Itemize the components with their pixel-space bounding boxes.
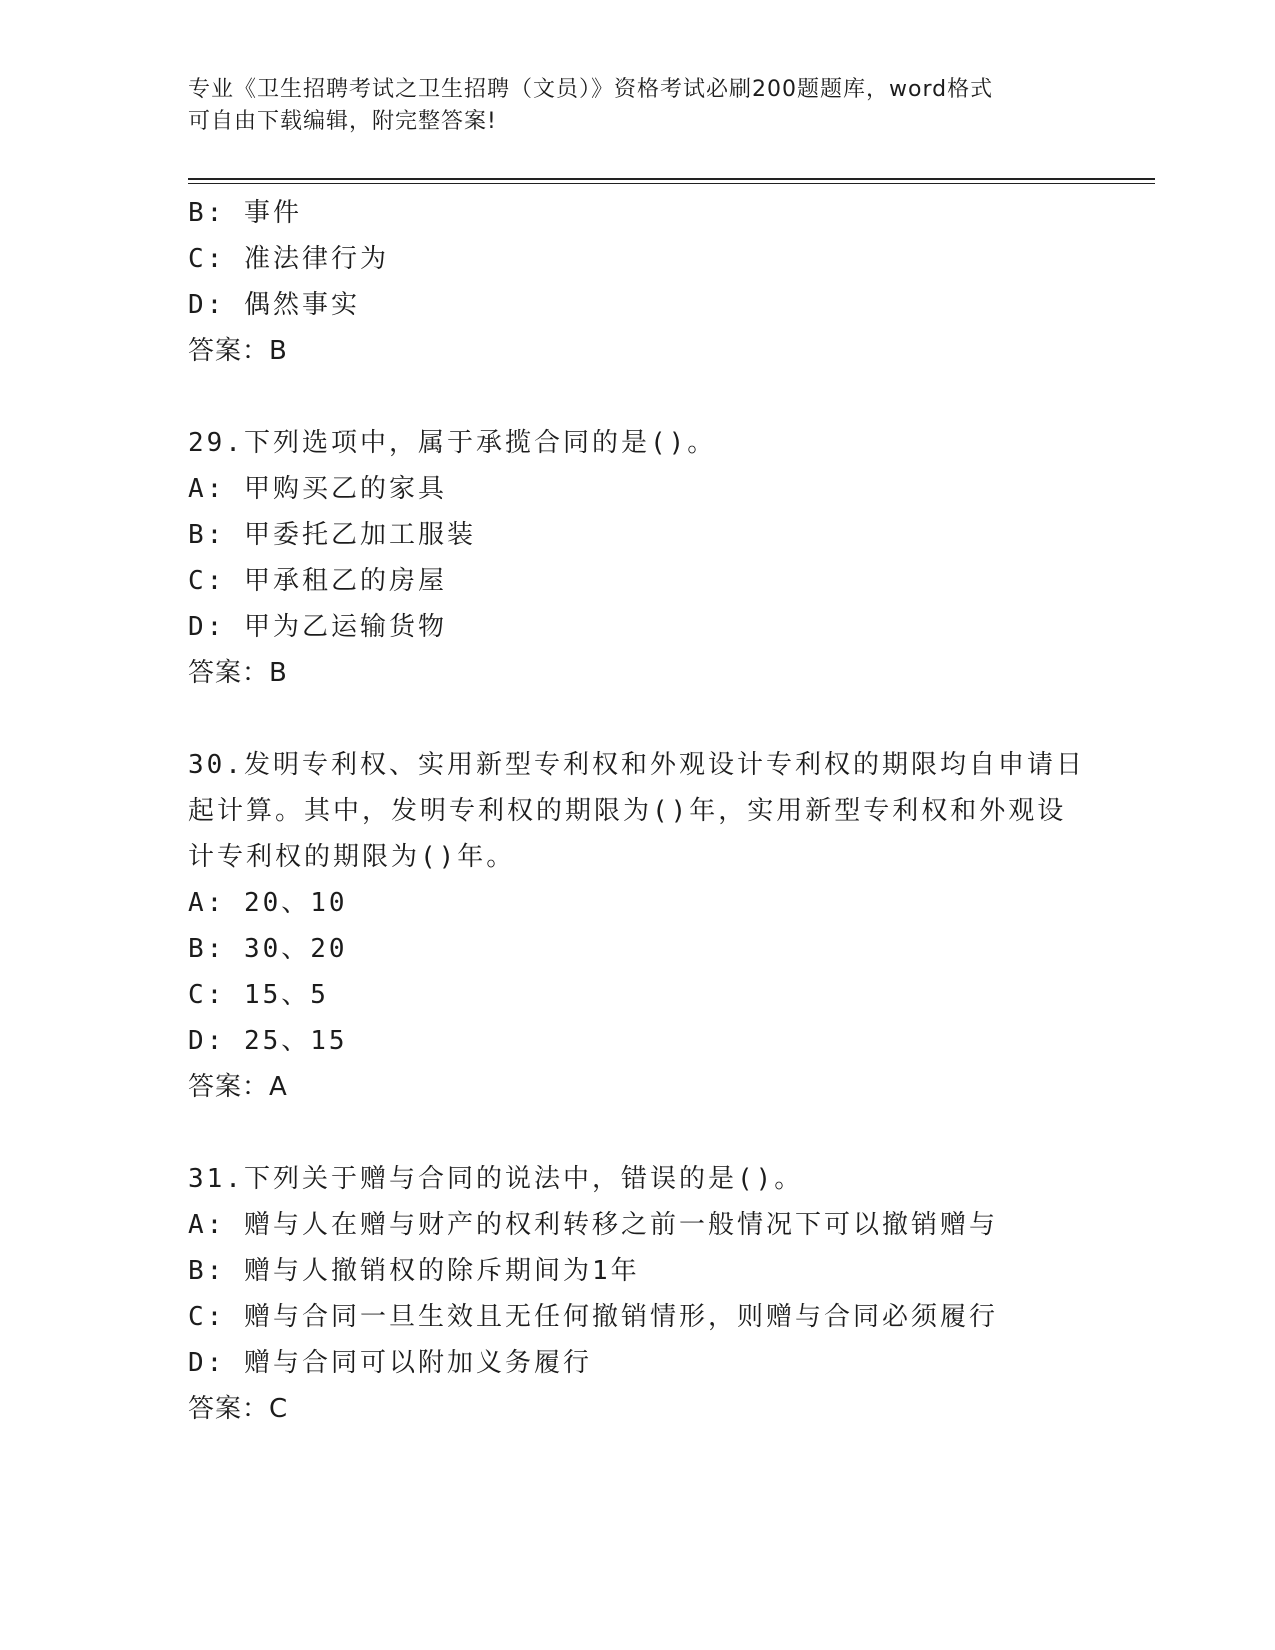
option-d: D: 偶然事实 (188, 290, 360, 320)
option-c: C: 甲承租乙的房屋 (188, 566, 447, 596)
option-b: B: 赠与人撤销权的除斥期间为1年 (188, 1256, 640, 1286)
question-content (188, 190, 1088, 1432)
question-stem: 31.下列关于赠与合同的说法中，错误的是()。 (188, 1164, 804, 1194)
option-c: C: 准法律行为 (188, 244, 389, 274)
option-b: B: 甲委托乙加工服装 (188, 520, 476, 550)
option-b: B: 事件 (188, 198, 302, 228)
question-stem-line-3: 计专利权的期限为()年。 (188, 842, 516, 872)
option-c: C: 赠与合同一旦生效且无任何撤销情形，则赠与合同必须履行 (188, 1302, 998, 1332)
header-title-line-1: 专业《卫生招聘考试之卫生招聘（文员）》资格考试必刷200题题库，word格式 (188, 77, 994, 102)
question-spacer (188, 1110, 1088, 1156)
option-d: D: 25、15 (188, 1026, 348, 1056)
answer-line: 答案：A (188, 1072, 288, 1102)
answer-line: 答案：C (188, 1394, 289, 1424)
answer-line: 答案：B (188, 336, 288, 366)
header-divider-thick (188, 178, 1155, 180)
question-block-29 (188, 420, 1088, 696)
option-c: C: 15、5 (188, 980, 329, 1010)
question-block-28 (188, 190, 1088, 374)
page-header (188, 74, 1078, 138)
question-stem: 29.下列选项中，属于承揽合同的是()。 (188, 428, 717, 458)
header-divider-thin (188, 183, 1155, 184)
question-stem-line-1: 30.发明专利权、实用新型专利权和外观设计专利权的期限均自申请日 (188, 750, 1085, 780)
question-stem-line-2: 起计算。其中，发明专利权的期限为()年，实用新型专利权和外观设 (188, 796, 1067, 826)
option-b: B: 30、20 (188, 934, 348, 964)
question-block-30 (188, 742, 1088, 1110)
option-a: A: 赠与人在赠与财产的权利转移之前一般情况下可以撤销赠与 (188, 1210, 998, 1240)
question-spacer (188, 374, 1088, 420)
option-a: A: 20、10 (188, 888, 348, 918)
header-title-line-2: 可自由下载编辑，附完整答案! (188, 109, 497, 134)
question-spacer (188, 696, 1088, 742)
option-a: A: 甲购买乙的家具 (188, 474, 447, 504)
option-d: D: 赠与合同可以附加义务履行 (188, 1348, 592, 1378)
question-block-31 (188, 1156, 1088, 1432)
answer-line: 答案：B (188, 658, 288, 688)
option-d: D: 甲为乙运输货物 (188, 612, 447, 642)
